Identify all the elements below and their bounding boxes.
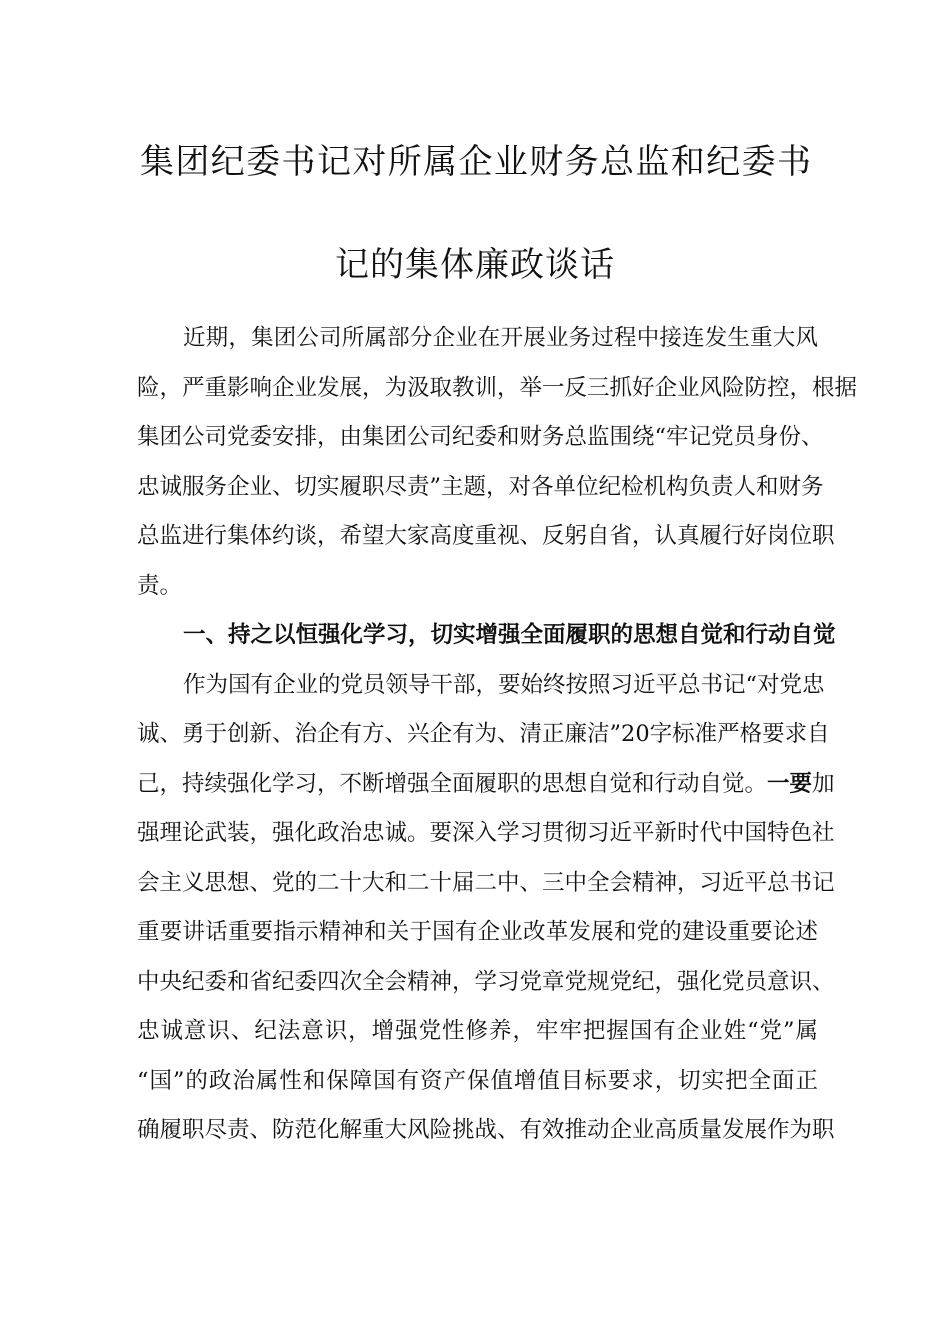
bold-emphasis: 一要 (767, 770, 813, 797)
paragraph-1-line: 总监进行集体约谈，希望大家高度重视、反躬自省，认真履行好岗位职 (137, 523, 835, 549)
text: 己，持续强化学习，不断增强全面履职的思想自觉和行动自觉。 (137, 770, 768, 797)
document-title-line-1: 集团纪委书记对所属企业财务总监和纪委书 (140, 142, 812, 182)
paragraph-2-line: 重要讲话重要指示精神和关于国有企业改革发展和党的建设重要论述 (137, 919, 818, 945)
paragraph-2-line: 作为国有企业的党员领导干部，要始终按照习近平总书记“对党忠 (183, 671, 825, 698)
paragraph-2-line: 会主义思想、党的二十大和二十届二中、三中全会精神，习近平总书记 (137, 869, 835, 896)
section-heading-1: 一、持之以恒强化学习，切实增强全面履职的思想自觉和行动自觉 (183, 622, 836, 648)
paragraph-2-line: 诚、勇于创新、治企有方、兴企有为、清正廉洁”20字标准严格要求自 (137, 721, 830, 747)
paragraph-1-line: 近期，集团公司所属部分企业在开展业务过程中接连发生重大风 (183, 325, 818, 351)
paragraph-1-line: 集团公司党委安排，由集团公司纪委和财务总监围绕“牢记党员身份、 (137, 424, 824, 450)
text: 加 (812, 770, 835, 797)
paragraph-2-line: 确履职尽责、防范化解重大风险挑战、有效推动企业高质量发展作为职 (137, 1117, 835, 1143)
paragraph-2-line: 忠诚意识、纪法意识，增强党性修养，牢牢把握国有企业姓“党”属 (137, 1018, 818, 1044)
paragraph-1-line: 忠诚服务企业、切实履职尽责”主题，对各单位纪检机构负责人和财务 (137, 473, 824, 500)
paragraph-1-line: 险，严重影响企业发展，为汲取教训，举一反三抓好企业风险防控，根据 (137, 374, 858, 401)
paragraph-2-line: 中央纪委和省纪委四次全会精神，学习党章党规党纪，强化党员意识、 (137, 968, 835, 995)
paragraph-2-line (137, 770, 835, 820)
paragraph-1-line: 责。 (137, 572, 183, 599)
paragraph-2-line: 强理论武装，强化政治忠诚。要深入学习贯彻习近平新时代中国特色社 (137, 820, 835, 846)
document-title-line-2: 记的集体廉政谈话 (335, 245, 615, 285)
document-body (137, 324, 858, 1166)
paragraph-2-line: “国”的政治属性和保障国有资产保值增值目标要求，切实把全面正 (137, 1067, 818, 1094)
